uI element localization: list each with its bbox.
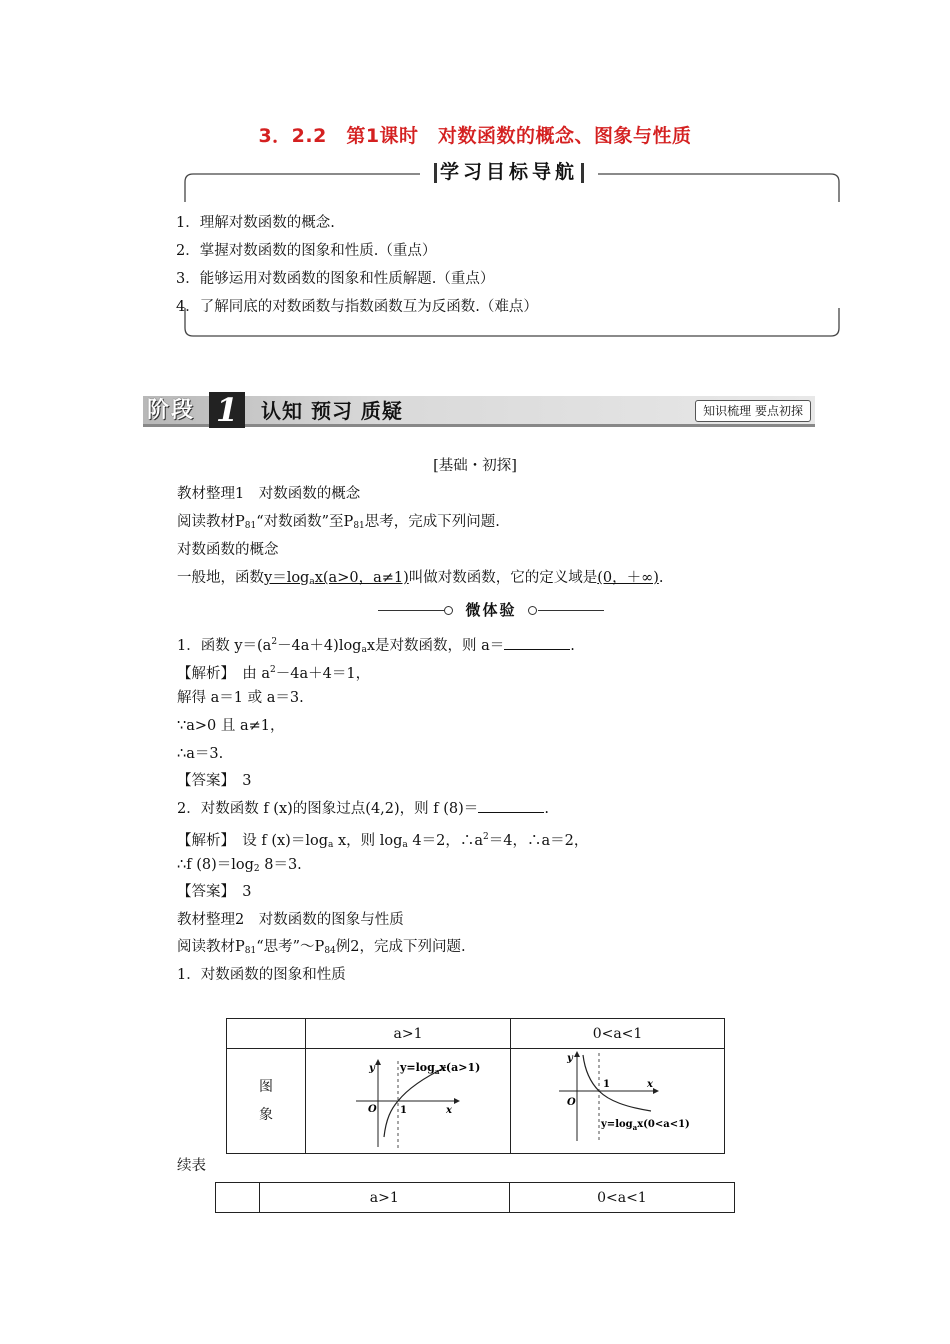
q2-blank <box>478 800 544 813</box>
goals-badge-label: 学习目标导航 <box>439 161 578 183</box>
g2-x-label: x <box>647 1079 653 1090</box>
s1-read-c: 思考，完成下列问题. <box>364 514 500 530</box>
g2-x-arrow <box>653 1088 659 1094</box>
def-func <box>264 570 409 586</box>
q2-an-a: 设 f (x)＝log <box>242 833 328 849</box>
s2-read-b: “思考”～P <box>256 939 325 955</box>
q1-answer-value: 3 <box>242 773 252 789</box>
def-a: 一般地，函数 <box>177 570 264 586</box>
section-label: [基础・初探] <box>433 458 517 474</box>
s1-read-sub2: 81 <box>353 521 365 531</box>
graph-table <box>226 1018 725 1154</box>
q2-line2 <box>177 855 302 879</box>
goal-item: 2．掌握对数函数的图象和性质.（重点） <box>176 243 437 259</box>
g1-one: 1 <box>400 1105 407 1116</box>
s1-read-a: 阅读教材P <box>177 514 245 530</box>
continued-label: 续表 <box>177 1158 206 1174</box>
goals-badge <box>420 157 598 187</box>
page-title: 3．2.2 第1课时 对数函数的概念、图象与性质 <box>258 125 692 147</box>
micro-left-dot <box>444 606 453 615</box>
s1-read-b: “对数函数”至P <box>256 514 354 530</box>
badge-left-bar <box>434 163 437 183</box>
q1-an-a: 由 a <box>242 666 271 682</box>
def-func-a: y＝log <box>264 570 310 586</box>
q2-l2-sub: 2 <box>253 864 260 874</box>
stage-banner <box>143 391 815 429</box>
q2-an-c: 4＝2，∴a <box>407 833 483 849</box>
graph-log-increasing <box>306 1049 510 1153</box>
q2-question <box>177 799 549 819</box>
g2-one: 1 <box>603 1079 610 1090</box>
q1-line3: ∵a>0 且 a≠1， <box>177 718 285 734</box>
q1-sub: a <box>361 645 367 655</box>
g1-y-label: y <box>369 1063 375 1074</box>
g1-label: $y=\log_ax(a>1)$ <box>400 1061 481 1076</box>
stage-word: 阶段 <box>147 398 196 423</box>
concept-title: 对数函数的概念 <box>177 542 279 558</box>
header-empty-cell <box>227 1019 306 1049</box>
q1-a: 1．函数 y＝(a <box>177 638 272 654</box>
badge-right-bar <box>581 163 584 183</box>
g2-label: $y=\log_ax(0<a<1)$ <box>601 1119 690 1132</box>
q2-end: . <box>544 801 549 817</box>
q2-a: 2．对数函数 f (x)的图象过点(4,2)，则 f (8)＝ <box>177 801 479 817</box>
q2-l2-a: ∴f (8)＝log <box>177 857 254 873</box>
q2-an-sup: 2 <box>483 832 489 842</box>
stage-text: 认知 预习 质疑 <box>261 399 403 423</box>
goal-item: 4．了解同底的对数函数与指数函数互为反函数.（难点） <box>176 299 538 315</box>
properties-table <box>215 1182 735 1213</box>
stage-tag: 知识梳理 要点初探 <box>695 400 811 422</box>
q1-blank <box>504 637 570 650</box>
props-header-empty <box>216 1183 260 1213</box>
header-a-lt-1: 0<a<1 <box>511 1019 725 1049</box>
q1-answer <box>177 771 251 791</box>
g2-y-arrow <box>574 1051 580 1057</box>
q1-an-sup: 2 <box>270 665 276 675</box>
row-label-1: 图 <box>259 1079 273 1095</box>
g1-y-arrow <box>375 1059 381 1065</box>
props-header-a-gt-1: a>1 <box>259 1183 509 1213</box>
definition <box>177 568 663 592</box>
s2-heading: 教材整理2 对数函数的图象与性质 <box>177 912 404 928</box>
q1-b: －4a＋4)log <box>277 638 362 654</box>
q2-answer <box>177 882 251 902</box>
q2-an-d: ＝4，∴a＝2， <box>488 833 589 849</box>
micro-title: 微体验 <box>465 601 517 619</box>
s1-read-sub1: 81 <box>244 521 257 531</box>
s2-read-c: 例2，完成下列问题. <box>335 939 466 955</box>
g2-y-label: y <box>567 1053 573 1064</box>
g1-origin: O <box>368 1104 377 1115</box>
q2-an-sub2: a <box>402 840 408 850</box>
goal-item: 1．理解对数函数的概念. <box>176 215 335 231</box>
q1-analysis-label: 【解析】 <box>177 666 228 682</box>
graph-row <box>227 1049 725 1154</box>
s2-read-a: 阅读教材P <box>177 939 245 955</box>
row-label-2: 象 <box>259 1107 273 1123</box>
q1-question <box>177 632 575 660</box>
g1-curve <box>384 1067 446 1137</box>
micro-right-dot <box>528 606 537 615</box>
q2-an-b: x，则 log <box>333 833 403 849</box>
q2-an-sub1: a <box>327 840 334 850</box>
def-func-sub: a <box>309 577 315 587</box>
q2-analysis <box>177 827 588 855</box>
micro-right-line <box>538 610 604 611</box>
q1-analysis <box>177 660 370 684</box>
g1-x-label: x <box>446 1105 452 1116</box>
q1-answer-label: 【答案】 <box>177 773 228 789</box>
q1-c: x是对数函数，则 a＝ <box>366 638 505 654</box>
q2-analysis-label: 【解析】 <box>177 833 228 849</box>
q1-sup: 2 <box>271 637 278 647</box>
q1-end: . <box>570 638 575 654</box>
g2-curve <box>583 1055 651 1111</box>
s2-read <box>177 937 466 961</box>
s2-item1: 1．对数函数的图象和性质 <box>177 967 346 983</box>
graph-cell-a-lt-1 <box>511 1049 725 1154</box>
stage-number: 1 <box>209 392 245 428</box>
s2-read-sub1: 81 <box>244 946 257 956</box>
row-label-cell <box>227 1049 306 1154</box>
graph-cell-a-gt-1 <box>306 1049 511 1154</box>
s1-heading: 教材整理1 对数函数的概念 <box>177 486 361 502</box>
def-end: . <box>658 570 664 586</box>
g1-x-arrow <box>454 1098 460 1104</box>
micro-left-line <box>378 610 444 611</box>
q1-line4: ∴a＝3. <box>177 746 224 762</box>
q1-an-b: －4a＋4＝1， <box>275 666 371 682</box>
s2-read-sub2: 84 <box>324 946 336 956</box>
q1-line2: 解得 a＝1 或 a＝3. <box>177 690 304 706</box>
q2-answer-label: 【答案】 <box>177 884 228 900</box>
header-a-gt-1: a>1 <box>306 1019 511 1049</box>
micro-divider <box>0 600 950 620</box>
q2-answer-value: 3 <box>242 884 252 900</box>
graph-log-decreasing <box>511 1049 724 1153</box>
def-func-b: x(a>0，a≠1) <box>314 570 409 586</box>
goal-item: 3．能够运用对数函数的图象和性质解题.（重点） <box>176 271 495 287</box>
s1-read <box>177 512 500 536</box>
q2-l2-b: 8＝3. <box>259 857 302 873</box>
graph-table-header <box>227 1019 725 1049</box>
props-header-a-lt-1: 0<a<1 <box>509 1183 734 1213</box>
g2-origin: O <box>567 1097 576 1108</box>
properties-table-header <box>216 1183 735 1213</box>
def-b: 叫做对数函数，它的定义域是 <box>408 570 598 586</box>
def-domain: (0，＋∞) <box>597 570 659 586</box>
